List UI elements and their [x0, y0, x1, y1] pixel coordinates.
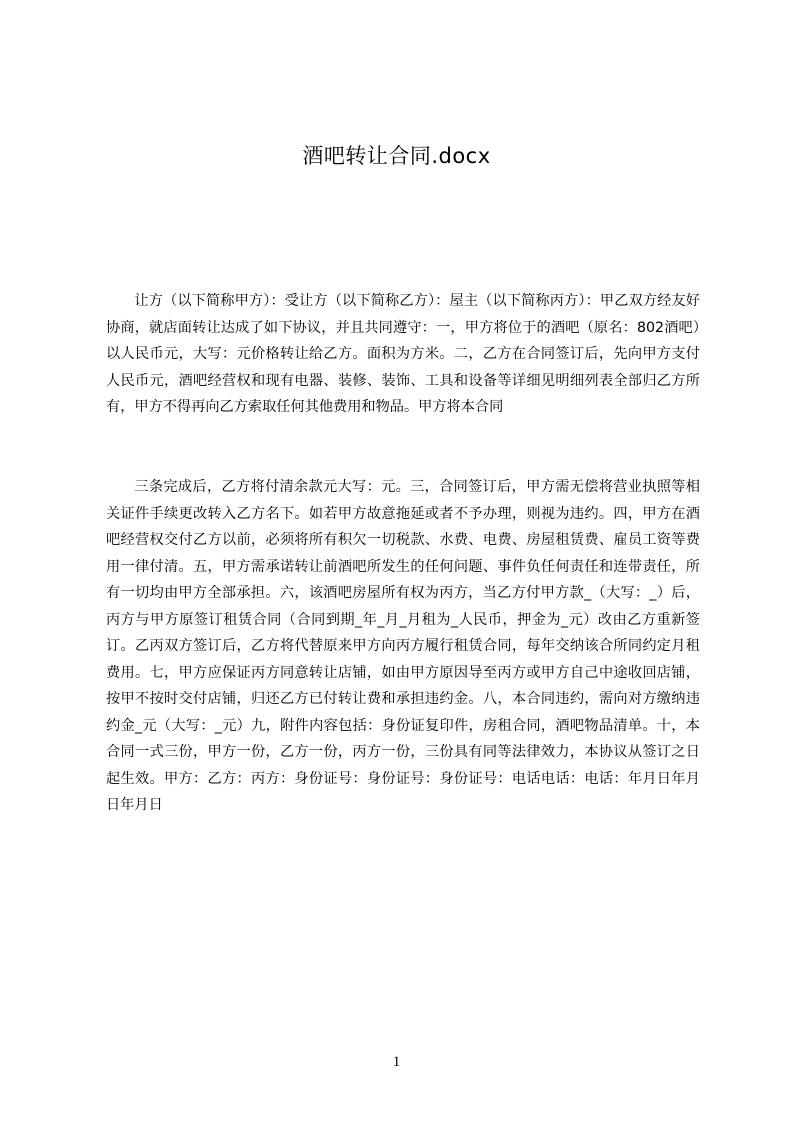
contract-paragraph-1: 让方（以下简称甲方）：受让方（以下简称乙方）：屋主（以下简称丙方）：甲乙双方经友好协商，就店面转让达成了如下协议，并且共同遵守：一，甲方将位于的酒吧（原名：802酒吧）以人民币元，大写：元价格转让给乙方。面积为方米。二，乙方在合同签订后，先向甲方支付人民币元，酒吧经营权和现有电器、装修、装饰、工具和设备等详细见明细列表全部归乙方所有，甲方不得再向乙方索取任何其他费用和物品。甲方将本合同 [106, 293, 700, 415]
document-title: 酒吧转让合同.docx [302, 144, 491, 168]
page-number: 1 [392, 1054, 401, 1070]
contract-paragraph-2: 三条完成后，乙方将付清余款元大写：元。三，合同签订后，甲方需无偿将营业执照等相关证件手续更改转入乙方名下。如若甲方故意拖延或者不予办理，则视为违约。四，甲方在酒吧经营权交付乙方以前，必须将所有积欠一切税款、水费、电费、房屋租赁费、雇员工资等费用一律付清。五，甲方需承诺转让前酒吧所发生的任何问题、事件负任何责任和连带责任，所有一切均由甲方全部承担。六，该酒吧房屋所有权为丙方，当乙方付甲方款_（大写：_）后，丙方与甲方原签订租赁合同（合同到期_年_月_月租为_人民币，押金为_元）改由乙方重新签订。乙丙双方签订后，乙方将代替原来甲方向丙方履行租赁合同，每年交纳该合所同约定月租费用。七，甲方应保证丙方同意转让店铺，如由甲方原因导至丙方或甲方自己中途收回店铺，按甲不按时交付店铺，归还乙方已付转让费和承担违约金。八，本合同违约，需向对方缴纳违约金_元（大写：_元）九，附件内容包括：身份证复印件，房租合同，酒吧物品清单。十，本合同一式三份，甲方一份，乙方一份，丙方一份，三份具有同等法律效力，本协议从签订之日起生效。甲方：乙方：丙方：身份证号：身份证号：身份证号：电话电话：电话：年月日年月日年月日 [106, 479, 700, 813]
